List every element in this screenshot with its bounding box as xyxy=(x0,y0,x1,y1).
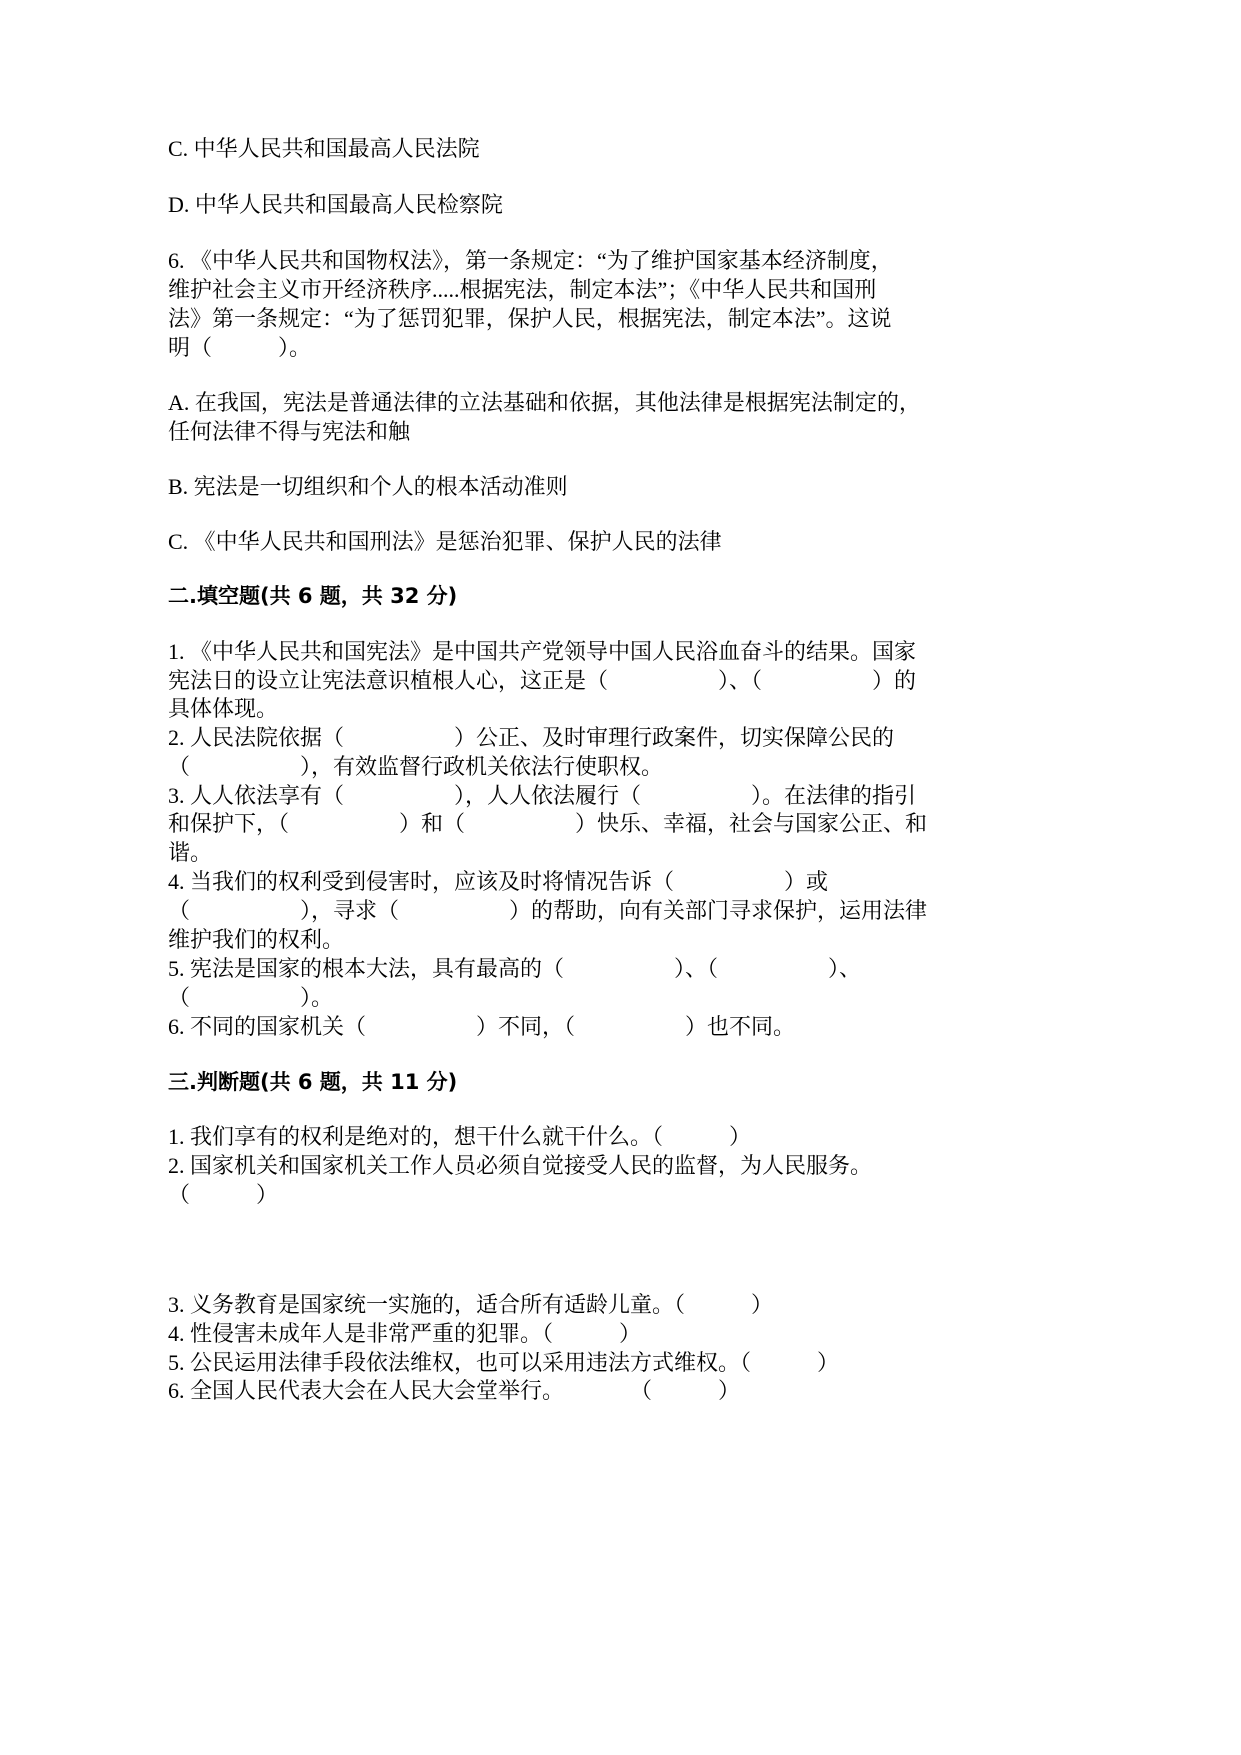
q6-stem-line: 6. 《中华人民共和国物权法》，第一条规定：“为了维护国家基本经济制度， xyxy=(168,248,893,273)
fill-in-q3-line: 3. 人人依法享有（ ），人人依法履行（ ）。在法律的指引 xyxy=(168,783,917,808)
fill-in-q3-line: 谐。 xyxy=(168,840,213,865)
true-false-q6: 6. 全国人民代表大会在人民大会堂举行。 （ ） xyxy=(168,1378,741,1403)
fill-in-q3-line: 和保护下，（ ）和（ ）快乐、幸福，社会与国家公正、和 xyxy=(168,811,928,836)
fill-in-q6-line: 6. 不同的国家机关（ ）不同，（ ）也不同。 xyxy=(168,1014,796,1039)
fill-in-q1-line: 1. 《中华人民共和国宪法》是中国共产党领导中国人民浴血奋斗的结果。国家 xyxy=(168,639,917,664)
fill-in-q4-line: 维护我们的权利。 xyxy=(168,927,345,952)
fill-in-q4-line: （ ），寻求（ ）的帮助，向有关部门寻求保护，运用法律 xyxy=(168,898,928,923)
fill-in-q1-line: 具体体现。 xyxy=(168,696,279,721)
true-false-q4: 4. 性侵害未成年人是非常严重的犯罪。（ ） xyxy=(168,1321,642,1346)
section-heading-true-false: 三.判断题(共 6 题，共 11 分) xyxy=(168,1070,458,1094)
q6-option-a-line: 任何法律不得与宪法和触 xyxy=(168,419,411,444)
true-false-q2-line: （ ） xyxy=(168,1182,279,1207)
fill-in-q2-line: 2. 人民法院依据（ ）公正、及时审理行政案件，切实保障公民的 xyxy=(168,725,895,750)
q6-option-b: B. 宪法是一切组织和个人的根本活动准则 xyxy=(168,474,568,499)
true-false-q1: 1. 我们享有的权利是绝对的，想干什么就干什么。（ ） xyxy=(168,1124,752,1149)
fill-in-q5-line: （ ）。 xyxy=(168,985,334,1010)
q5-option-c: C. 中华人民共和国最高人民法院 xyxy=(168,136,480,161)
fill-in-q4-line: 4. 当我们的权利受到侵害时，应该及时将情况告诉（ ）或 xyxy=(168,869,829,894)
section-heading-fill-in: 二.填空题(共 6 题，共 32 分) xyxy=(168,584,458,608)
q6-option-c: C. 《中华人民共和国刑法》是惩治犯罪、保护人民的法律 xyxy=(168,529,722,554)
q6-stem-line: 法》第一条规定：“为了惩罚犯罪，保护人民，根据宪法，制定本法”。这说 xyxy=(168,306,892,331)
true-false-q3: 3. 义务教育是国家统一实施的，适合所有适龄儿童。（ ） xyxy=(168,1292,774,1317)
q6-option-a-line: A. 在我国，宪法是普通法律的立法基础和依据，其他法律是根据宪法制定的， xyxy=(168,390,921,415)
q5-option-d: D. 中华人民共和国最高人民检察院 xyxy=(168,192,503,217)
true-false-q5: 5. 公民运用法律手段依法维权，也可以采用违法方式维权。（ ） xyxy=(168,1350,840,1375)
fill-in-q2-line: （ ），有效监督行政机关依法行使职权。 xyxy=(168,754,664,779)
fill-in-q1-line: 宪法日的设立让宪法意识植根人心，这正是（ ）、（ ）的 xyxy=(168,668,917,693)
q6-stem-line: 维护社会主义市开经济秩序.....根据宪法，制定本法”；《中华人民共和国刑 xyxy=(168,277,877,302)
q6-stem-line: 明（ ）。 xyxy=(168,335,312,360)
fill-in-q5-line: 5. 宪法是国家的根本大法，具有最高的（ ）、（ ）、 xyxy=(168,956,862,981)
true-false-q2-line: 2. 国家机关和国家机关工作人员必须自觉接受人民的监督，为人民服务。 xyxy=(168,1153,873,1178)
